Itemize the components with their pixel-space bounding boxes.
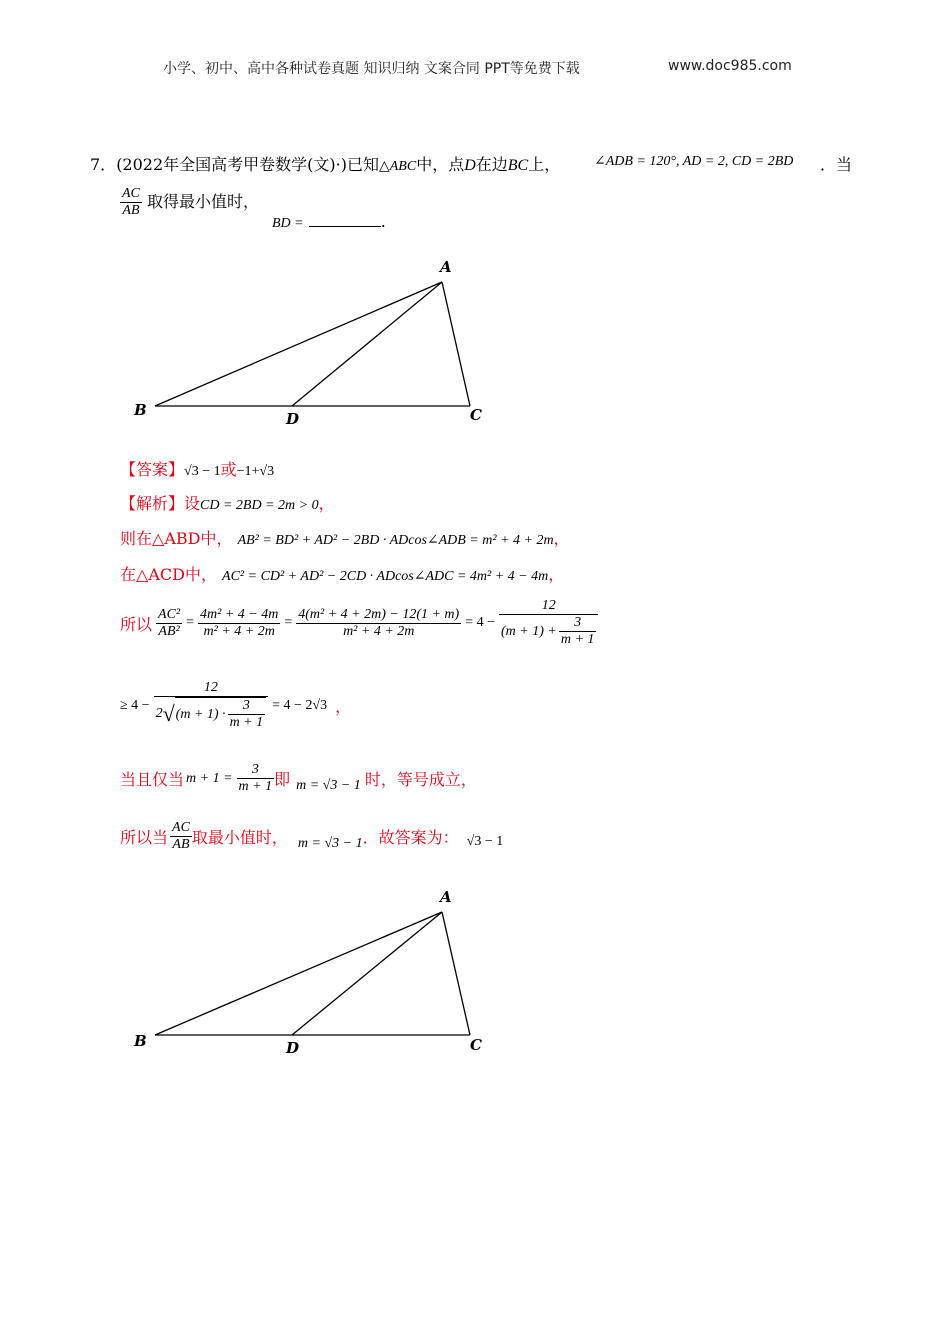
inequality-line bbox=[120, 680, 351, 731]
problem-text: 中，点 bbox=[416, 155, 465, 174]
problem-when: ．当 bbox=[820, 155, 853, 174]
frac-num: AC bbox=[122, 186, 140, 201]
problem-line-2 bbox=[120, 186, 259, 219]
final-answer: √3 − 1 bbox=[466, 833, 504, 849]
answer-value-2: −1+√3 bbox=[236, 464, 275, 479]
analysis-text: 则在 bbox=[120, 529, 153, 548]
label-a: A bbox=[440, 888, 452, 906]
frac-num: 12 bbox=[154, 680, 269, 697]
triangle-abc: △ABC bbox=[378, 159, 417, 174]
analysis-text: 所以 bbox=[120, 614, 153, 634]
label-b: B bbox=[134, 401, 147, 419]
answer-value-1: √3 − 1 bbox=[184, 464, 221, 479]
den-part: 2 bbox=[155, 706, 163, 721]
cond-frac bbox=[237, 762, 275, 795]
set-expr: CD = 2BD = 2m > 0 bbox=[200, 498, 319, 513]
frac-num: 4m² + 4 − 4m bbox=[200, 606, 279, 622]
frac-den bbox=[499, 615, 598, 648]
sqrt-content bbox=[175, 697, 266, 731]
frac-den: m² + 4 + 2m bbox=[343, 623, 415, 639]
ratio-ac-ab bbox=[120, 186, 142, 219]
frac-5 bbox=[154, 680, 269, 731]
analysis-text: 所以当 bbox=[120, 828, 169, 847]
m-value-2: m = √3 − 1 bbox=[297, 835, 363, 851]
answer-blank-line bbox=[272, 212, 386, 232]
frac-num: AC bbox=[172, 820, 190, 835]
frac-inner bbox=[559, 615, 597, 648]
frac-ac2-ab2 bbox=[156, 607, 182, 640]
problem-text: 上， bbox=[528, 155, 561, 174]
den-part: (m + 1) + bbox=[501, 623, 557, 639]
bd-eq: BD = bbox=[272, 216, 304, 231]
ge-4-minus: ≥ 4 − bbox=[120, 697, 150, 713]
label-c: C bbox=[470, 406, 482, 424]
triangle-figure-1 bbox=[120, 250, 520, 430]
problem-text: 取得最小值时， bbox=[146, 192, 259, 211]
problem-line-1 bbox=[90, 152, 560, 175]
analysis-text: ， bbox=[335, 697, 352, 716]
frac-num: 3 bbox=[228, 698, 266, 715]
header-text: 小学、初中、高中各种试卷真题 知识归纳 文案合同 PPT等免费下载 bbox=[163, 61, 580, 77]
conclusion-line bbox=[120, 820, 503, 853]
frac-num: 3 bbox=[559, 615, 597, 632]
label-d: D bbox=[286, 410, 300, 428]
analysis-line-0 bbox=[120, 491, 335, 514]
eq-4-minus: = 4 − bbox=[465, 615, 495, 630]
frac-num: 4(m² + 4 + 2m) − 12(1 + m) bbox=[298, 606, 460, 622]
problem-text: 在边 bbox=[475, 155, 508, 174]
answer-or: 或 bbox=[220, 460, 237, 479]
problem-source: (2022年全国高考甲卷数学(文)·)已知 bbox=[116, 155, 379, 174]
period: . bbox=[380, 212, 386, 231]
frac-den: AB bbox=[172, 837, 190, 852]
analysis-text: ．故答案为： bbox=[362, 828, 459, 847]
frac-den: 2 √ (m + 1) · $\frac{3}{m + 1}$ bbox=[154, 697, 269, 731]
label-a: A bbox=[440, 258, 452, 276]
frac-2 bbox=[198, 607, 280, 640]
point-d: D bbox=[464, 157, 476, 174]
ac-squared-expr: AC² = CD² + AD² − 2CD · ADcos∠ADC = 4m² + 4 − 4m bbox=[222, 569, 549, 584]
analysis-text: 时，等号成立， bbox=[364, 770, 477, 789]
label-b: B bbox=[134, 1032, 147, 1050]
frac-3 bbox=[296, 607, 461, 640]
frac-den: m + 1 bbox=[229, 715, 264, 730]
problem-number: 7． bbox=[90, 155, 117, 174]
frac-inner bbox=[228, 698, 266, 731]
analysis-text: △ACD中， bbox=[136, 565, 217, 584]
problem-conditions: ∠ADB = 120°, AD = 2, CD = 2BD bbox=[594, 154, 794, 169]
analysis-label: 【解析】 bbox=[120, 494, 185, 513]
label-d: D bbox=[286, 1039, 300, 1057]
frac-den: m² + 4 + 2m bbox=[203, 623, 275, 639]
header-url[interactable]: www.doc985.com bbox=[668, 58, 792, 74]
analysis-text: △ABD中， bbox=[152, 529, 233, 548]
frac-den: m + 1 bbox=[238, 779, 273, 794]
frac-den: AB² bbox=[158, 623, 180, 639]
frac-4 bbox=[499, 598, 598, 648]
frac-num: AC² bbox=[158, 606, 181, 622]
equality-line bbox=[120, 762, 477, 795]
analysis-line-2 bbox=[120, 562, 564, 585]
result-4-minus-2sqrt3: = 4 − 2√3 bbox=[272, 697, 328, 713]
den-part: (m + 1) · bbox=[175, 706, 226, 722]
m-value: m = √3 − 1 bbox=[296, 777, 361, 793]
analysis-text: ， bbox=[318, 494, 335, 513]
label-c: C bbox=[470, 1036, 482, 1054]
ratio-ac-ab-2 bbox=[170, 820, 192, 853]
frac-num: 3 bbox=[237, 762, 275, 779]
frac-den: AB bbox=[122, 203, 140, 218]
answer-label: 【答案】 bbox=[120, 460, 185, 479]
cond-lhs: m + 1 = bbox=[186, 770, 233, 786]
analysis-text: ， bbox=[548, 565, 565, 584]
analysis-text: 设 bbox=[184, 494, 201, 513]
analysis-text: 在 bbox=[120, 565, 137, 584]
analysis-line-1 bbox=[120, 526, 570, 549]
analysis-text: ， bbox=[553, 529, 570, 548]
edge-bc: BC bbox=[507, 157, 529, 174]
frac-num: 12 bbox=[499, 598, 598, 615]
answer-blank[interactable] bbox=[309, 214, 381, 227]
answer-line bbox=[120, 457, 274, 480]
triangle-figure-2 bbox=[120, 880, 520, 1060]
fraction-chain: 所以 $\frac{\text{AC²}}{\text{AB²}}$ = $\frac{\text{4m² + 4 − 4m}}{\text{m² + 4 + 2m}}$ = $\frac{\text{4(m² + 4 + 2m) − 12(1 + m)}}{\text{m² + 4 + 2m}}$ = 4 − 12 (m + 1) + $\frac{3}{m + 1}$ bbox=[120, 598, 598, 648]
analysis-text: 取最小值时， bbox=[191, 828, 288, 847]
ab-squared-expr: AB² = BD² + AD² − 2BD · ADcos∠ADB = m² + 4 + 2m bbox=[237, 533, 554, 548]
analysis-text: 即 bbox=[274, 770, 291, 789]
frac-den: m + 1 bbox=[560, 632, 595, 647]
analysis-text: 当且仅当 bbox=[120, 770, 185, 789]
